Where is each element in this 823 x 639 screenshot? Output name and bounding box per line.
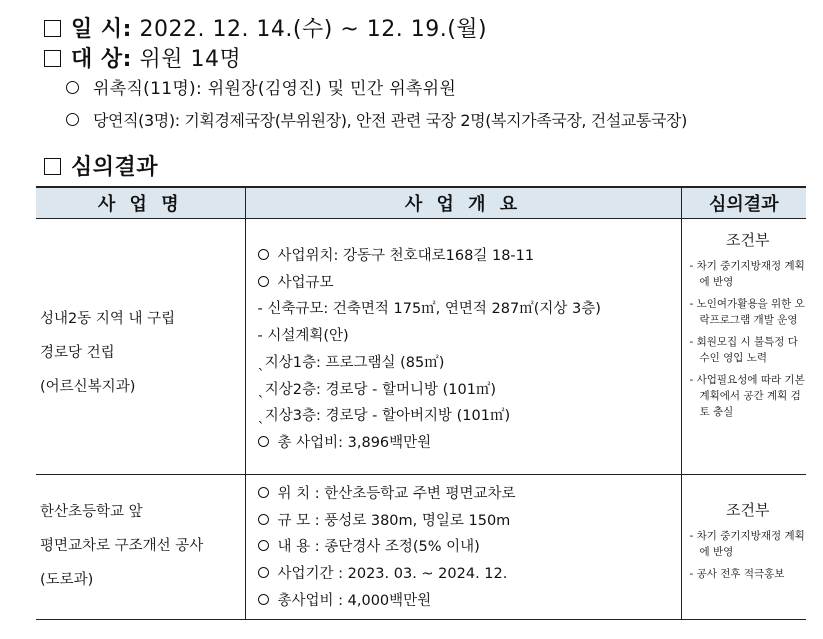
summary-text: ˎ지상2층: 경로당 - 할머니방 (101㎡) xyxy=(257,381,497,398)
summary-text: 사업규모 xyxy=(277,274,334,291)
review-results-table xyxy=(36,186,806,620)
circle-bullet-icon xyxy=(258,436,269,447)
target-label: 대 상: xyxy=(71,47,132,72)
project-summary-cell xyxy=(245,219,681,475)
result-condition: - 노인여가활용을 위한 오락프로그램 개발 운영 xyxy=(689,298,805,326)
project-name-line: 성내2동 지역 내 구립 xyxy=(40,311,176,327)
section-title: 심의결과 xyxy=(71,155,159,180)
summary-item xyxy=(258,270,681,297)
summary-item xyxy=(258,508,681,535)
summary-text: ˎ지상1층: 프로그램실 (85㎡) xyxy=(257,354,445,371)
summary-item xyxy=(258,403,681,430)
project-name-line: 경로당 건립 xyxy=(40,345,115,361)
circle-bullet-icon xyxy=(258,514,269,525)
department-name: (어르신복지과) xyxy=(40,379,136,395)
department-name: (도로과) xyxy=(40,572,94,588)
target-value: 위원 14명 xyxy=(139,47,242,72)
target-line xyxy=(44,42,241,73)
summary-text: 사업기간 : 2023. 03. ~ 2024. 12. xyxy=(277,566,508,583)
column-header-project-name: 사 업 명 xyxy=(36,187,245,219)
summary-item xyxy=(258,296,681,323)
result-condition: - 차기 중기지방재정 계획에 반영 xyxy=(689,530,805,558)
summary-text: 사업위치: 강동구 천호대로168길 18-11 xyxy=(277,248,535,264)
table-row xyxy=(36,475,806,620)
date-value: 2022. 12. 14.(수) ~ 12. 19.(월) xyxy=(139,17,488,42)
table-header-row xyxy=(36,187,806,219)
summary-text: 규 모 : 풍성로 380m, 명일로 150m xyxy=(277,512,511,529)
ex-officio-members-line xyxy=(66,108,687,131)
date-label: 일 시: xyxy=(71,17,132,42)
result-condition: - 회원모집 시 불특정 다수인 영입 노력 xyxy=(689,336,798,364)
circle-bullet-icon xyxy=(258,594,269,605)
review-result-cell xyxy=(681,219,806,475)
result-condition: - 차기 중기지방재정 계획에 반영 xyxy=(689,260,805,288)
checkbox-square-icon xyxy=(44,50,61,67)
result-status: 조건부 xyxy=(726,231,770,249)
section-title-line xyxy=(44,150,158,181)
project-summary-cell xyxy=(245,475,681,620)
circle-bullet-icon xyxy=(66,81,79,94)
circle-bullet-icon xyxy=(66,113,79,126)
project-name-cell xyxy=(36,219,245,475)
appointed-members-text: 위촉직(11명): 위원장(김영진) 및 민간 위촉위원 xyxy=(93,79,457,99)
summary-item xyxy=(258,534,681,561)
summary-text: ˎ지상3층: 경로당 - 할아버지방 (101㎡) xyxy=(257,408,511,425)
checkbox-square-icon xyxy=(44,20,61,37)
summary-item xyxy=(258,430,681,457)
summary-item xyxy=(258,219,681,270)
circle-bullet-icon xyxy=(258,567,269,578)
date-line xyxy=(44,12,487,43)
summary-text: - 신축규모: 건축면적 175㎡, 연면적 287㎡(지상 3층) xyxy=(257,301,601,318)
summary-item xyxy=(258,323,681,350)
summary-item xyxy=(258,350,681,377)
column-header-review-result: 심의결과 xyxy=(681,187,806,219)
ex-officio-members-text: 당연직(3명): 기획경제국장(부위원장), 안전 관련 국장 2명(복지가족국장, 건설교통국장) xyxy=(93,111,687,130)
project-name-line: 한산초등학교 앞 xyxy=(40,504,143,520)
circle-bullet-icon xyxy=(258,487,269,498)
column-header-project-summary: 사 업 개 요 xyxy=(245,187,681,219)
summary-text: 총 사업비: 3,896백만원 xyxy=(277,434,432,451)
circle-bullet-icon xyxy=(258,249,269,260)
summary-item xyxy=(258,588,681,615)
circle-bullet-icon xyxy=(258,540,269,551)
summary-text: 위 치 : 한산초등학교 주변 평면교차로 xyxy=(277,486,516,502)
summary-text: 내 용 : 종단경사 조정(5% 이내) xyxy=(277,539,480,556)
result-condition: - 사업필요성에 따라 기본계획에서 공간 계획 검토 충실 xyxy=(689,374,805,418)
circle-bullet-icon xyxy=(258,276,269,287)
summary-text: - 시설계획(안) xyxy=(257,328,349,345)
table-row xyxy=(36,219,806,475)
checkbox-square-icon xyxy=(44,158,61,175)
summary-item xyxy=(258,475,681,508)
result-status: 조건부 xyxy=(726,501,770,519)
summary-item xyxy=(258,377,681,404)
review-result-cell xyxy=(681,475,806,620)
summary-item xyxy=(258,561,681,588)
project-name-line: 평면교차로 구조개선 공사 xyxy=(40,538,204,554)
summary-text: 총사업비 : 4,000백만원 xyxy=(277,592,432,609)
result-condition: - 공사 전후 적극홍보 xyxy=(689,568,785,580)
project-name-cell xyxy=(36,475,245,620)
appointed-members-line xyxy=(66,74,456,99)
